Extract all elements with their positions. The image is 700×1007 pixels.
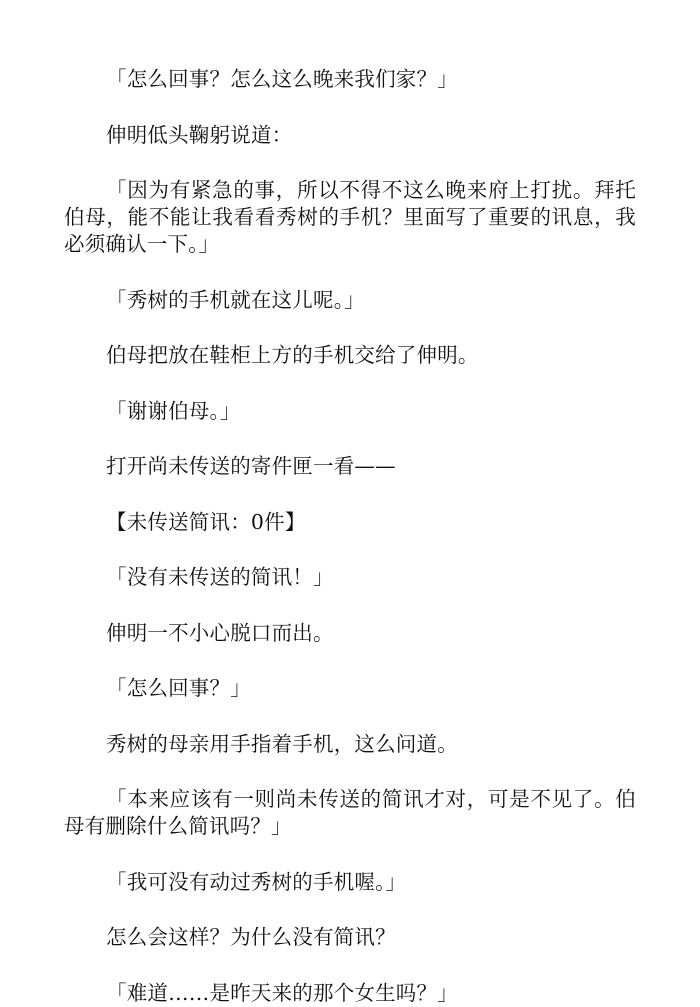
paragraph: 伸明低头鞠躬说道： [106,122,293,147]
paragraph: 打开尚未传送的寄件匣一看—— [106,454,396,478]
paragraph: 「因为有紧急的事，所以不得不这么晚来府上打扰。拜托伯母，能不能让我看看秀树的手机？里面写了重要的讯息，我必须确认一下。」 [64,178,636,256]
paragraph: 「没有未传送的简讯！」 [106,565,334,589]
paragraph: 「难道……是昨天来的那个女生吗？」 [106,980,458,1005]
paragraph: 「怎么回事？怎么这么晚来我们家？」 [106,67,458,91]
paragraph: 伸明一不小心脱口而出。 [106,620,334,645]
paragraph: 怎么会这样？为什么没有简讯？ [106,925,396,949]
paragraph: 「本来应该有一则尚未传送的简讯才对，可是不见了。伯母有删除什么简讯吗？」 [64,787,636,838]
paragraph: 「怎么回事？」 [106,676,251,700]
paragraph: 「我可没有动过秀树的手机喔。」 [106,869,407,894]
paragraph: 【未传送简讯：0件】 [106,509,306,534]
paragraph: 「秀树的手机就在这儿呢。」 [106,287,365,312]
paragraph: 「谢谢伯母。」 [106,398,241,423]
paragraph: 伯母把放在鞋柜上方的手机交给了伸明。 [106,343,479,367]
paragraph: 秀树的母亲用手指着手机，这么问道。 [106,731,458,756]
